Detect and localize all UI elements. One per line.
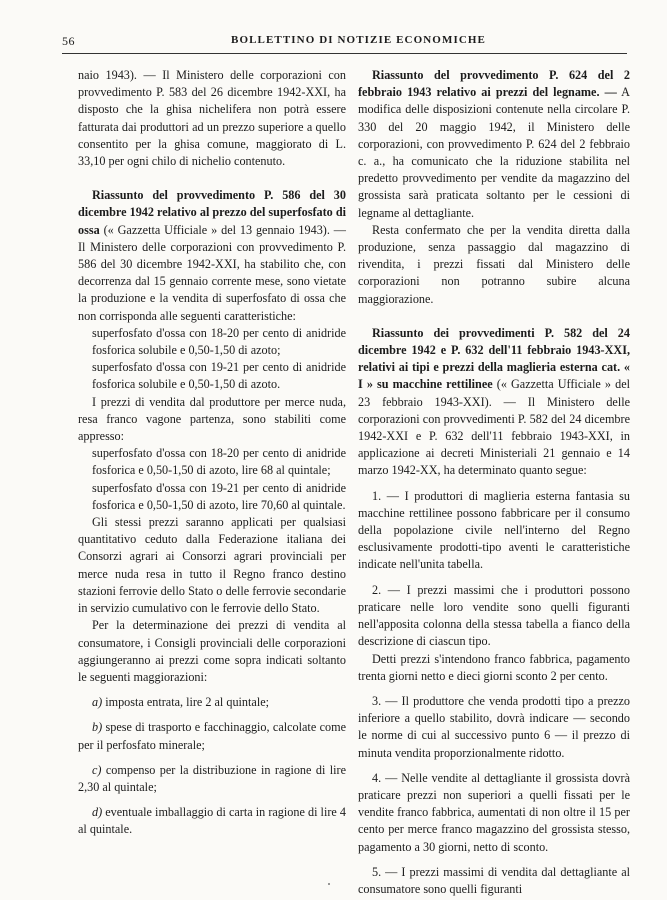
running-header: BOLLETTINO DI NOTIZIE ECONOMICHE	[231, 34, 486, 46]
item-label: a)	[92, 695, 103, 710]
paragraph: I prezzi di vendita dal produttore per merce nuda, resa franco vagone partenza, sono stabiliti come appresso:	[78, 394, 346, 444]
item-text: eventuale imballaggio di carta in ragione di lire 4 al quintale.	[78, 805, 346, 837]
list-item	[78, 719, 346, 753]
list-item: 4. — Nelle vendite al dettagliante il grossista dovrà praticare prezzi non superiori a quelli fissati per le vendite franco fabbrica, aumentati di non oltre il 15 per cento per merce franco magazzino del grossista stesso, pagamento a 30 giorni, netto di sconto.	[358, 770, 630, 854]
list-item	[78, 694, 346, 711]
paragraph: Resta confermato che per la vendita diretta dalla produzione, senza passaggio dal magazzino di rivendita, i prezzi fissati dal Ministero delle corporazioni non potranno subire alcuna maggiorazione.	[358, 222, 630, 306]
paragraph: Per la determinazione dei prezzi di vendita al consumatore, i Consigli provinciali delle corporazioni aggiungeranno ai prezzi come sopra indicati soltanto le seguenti maggiorazioni:	[78, 618, 346, 684]
item-label: b)	[92, 720, 103, 735]
list-item: superfosfato d'ossa con 19-21 per cento di anidride fosforica solubile e 0,50-1,50 di azoto.	[92, 360, 346, 392]
list-item: superfosfato d'ossa con 18-20 per cento di anidride fosforica e 0,50-1,50 di azoto, lire 68 al quintale;	[92, 446, 346, 478]
left-column	[78, 67, 346, 839]
page-mark	[328, 883, 330, 885]
item-label: d)	[92, 805, 103, 820]
page-number: 56	[62, 34, 75, 48]
right-column	[358, 67, 630, 898]
paragraph: Detti prezzi s'intendono franco fabbrica, pagamento trenta giorni netto e dieci giorni sconto 2 per cento.	[358, 651, 630, 683]
item-text: compenso per la distribuzione in ragione di lire 2,30 al quintale;	[78, 762, 346, 794]
list-item: superfosfato d'ossa con 18-20 per cento di anidride fosforica solubile e 0,50-1,50 di azoto;	[92, 325, 346, 358]
paragraph: naio 1943). — Il Ministero delle corporazioni con provvedimento P. 583 del 26 dicembre 1942-XXI, ha disposto che la ghisa nichelifera non potrà essere fatturata dai produttori ad un prezzo superiore a quello consentito per la ghisa comune, maggiorato di L. 33,10 per ogni chilo di nichelio contenuto.	[78, 68, 346, 169]
heading-bold: Riassunto del provvedimento P. 624 del 2 febbraio 1943 relativo ai prezzi del legname. —	[358, 68, 630, 100]
heading-continuation: (« Gazzetta Ufficiale » del 13 gennaio 1943). — Il Ministero delle corporazioni con provvedimento P. 586 del 30 dicembre 1942-XXI, ha stabilito che, con decorrenza dal 15 gennaio corrente mese, sono vietate la produzione e la vendita di superfosfato di ossa che non corrisponda alle seguenti caratteristiche:	[78, 222, 346, 323]
heading-continuation: (« Gazzetta Ufficiale » del 23 febbraio 1943-XXI). — Il Ministero delle corporazioni con provvedimenti P. 582 del 24 dicembre 1942-XXI e P. 632 dell'11 febbraio 1943-XXI, in applicazione ai decreti Ministeriali 21 gennaio e 14 marzo 1942-XX, ha determinato quanto segue:	[358, 377, 631, 478]
header-rule	[62, 53, 627, 54]
list-item: superfosfato d'ossa con 19-21 per cento di anidride fosforica e 0,50-1,50 di azoto, lire 70,60 al quintale.	[92, 480, 346, 512]
section-heading	[358, 67, 630, 222]
list-item: 3. — Il produttore che venda prodotti tipo a prezzo inferiore a quello stabilito, dovrà indicare — secondo le norme di cui al successivo punto 6 — il prezzo di minuta vendita proporzionalmente ridotto.	[358, 693, 630, 760]
list-item: 5. — I prezzi massimi di vendita dal dettagliante al consumatore sono quelli figuranti	[358, 864, 630, 896]
item-text: spese di trasporto e facchinaggio, calcolate come per il perfosfato minerale;	[78, 720, 346, 752]
list-item: 1. — I produttori di maglieria esterna fantasia su macchine rettilinee possono fabbricare per il consumo della popolazione civile nell'interno del Regno esclusivamente prodotti-tipo aventi le caratteristiche indicate nell'unita tabella.	[358, 488, 630, 572]
section-heading	[78, 187, 346, 325]
heading-bold: Riassunto dei provvedimenti P. 582 del 24 dicembre 1942 e P. 632 dell'11 febbraio 1943-XXI, relativi ai tipi e prezzi della maglieria esterna cat. « I » su macchine rettilinee	[358, 325, 630, 392]
heading-bold: Riassunto del provvedimento P. 586 del 30 dicembre 1942 relativo al prezzo del superfosfato di ossa	[78, 188, 346, 237]
list-item: 2. — I prezzi massimi che i produttori possono praticare nelle loro vendite sono quelli figuranti nell'apposita colonna della stessa tabella a fianco della descrizione di ciascun tipo.	[358, 582, 630, 649]
section-heading	[358, 325, 630, 480]
list-item	[78, 762, 346, 796]
heading-continuation: A modifica delle disposizioni contenute nella circolare P. 330 del 20 maggio 1942, il Ministero delle corporazioni, con provvedimento P. 624 del 2 febbraio c. a., ha comunicato che la riduzione stabilita nel predetto provvedimento per vendite da magazzino del grossista sarà praticata soltanto per le cessioni di legname al dettagliante.	[358, 85, 630, 220]
item-label: c)	[92, 762, 102, 777]
item-text: imposta entrata, lire 2 al quintale;	[102, 695, 270, 710]
list-item	[78, 804, 346, 838]
paragraph: Gli stessi prezzi saranno applicati per qualsiasi quantitativo ceduto dalla Federazione italiana dei Consorzi agrari ai Consorzi agrari provinciali per merce nuda resa in tutto il Regno franco destino stazioni ferrovie dello Stato o delle ferrovie secondarie in servizio cumulativo con le ferrovie dello Stato.	[78, 515, 346, 616]
